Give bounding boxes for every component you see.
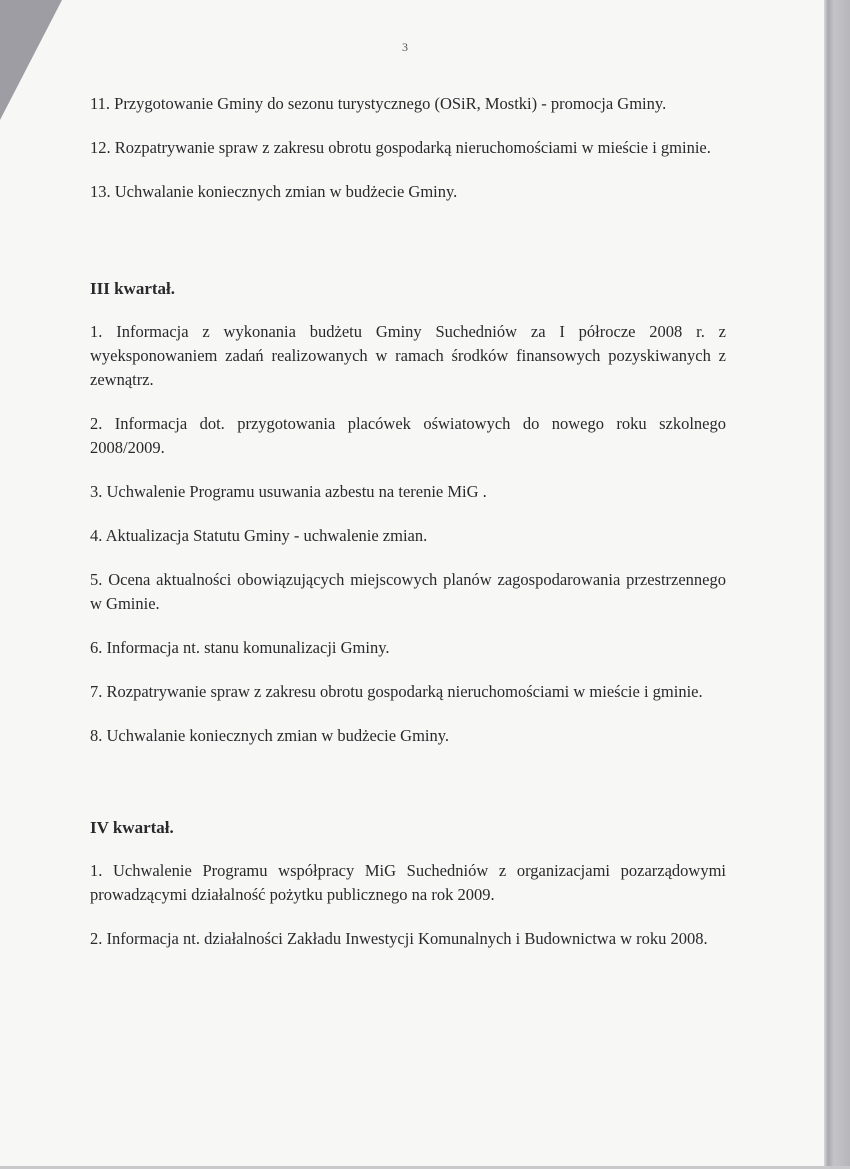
list-item: 11. Przygotowanie Gminy do sezonu turystycznego (OSiR, Mostki) - promocja Gminy. xyxy=(90,94,667,113)
section-heading-q3: III kwartał. xyxy=(90,279,176,298)
list-item: 12. Rozpatrywanie spraw z zakresu obrotu gospodarką nieruchomościami w mieście i gminie. xyxy=(90,138,711,157)
list-item: 13. Uchwalanie koniecznych zmian w budżecie Gminy. xyxy=(90,182,458,201)
list-item: 4. Aktualizacja Statutu Gminy - uchwalenie zmian. xyxy=(90,526,428,545)
list-item: 1. Uchwalenie Programu współpracy MiG Suchedniów z organizacjami pozarządowymi prowadzącymi działalność pożytku publicznego na rok 2009. xyxy=(90,861,726,904)
document-body xyxy=(90,92,726,971)
list-item: 7. Rozpatrywanie spraw z zakresu obrotu gospodarką nieruchomościami w mieście i gminie. xyxy=(90,682,703,701)
scan-edge-right xyxy=(824,0,850,1169)
list-item: 6. Informacja nt. stanu komunalizacji Gminy. xyxy=(90,638,390,657)
folded-corner xyxy=(0,0,62,120)
page-number: 3 xyxy=(402,40,408,54)
list-item: 2. Informacja nt. działalności Zakładu Inwestycji Komunalnych i Budownictwa w roku 2008. xyxy=(90,929,708,948)
list-item: 8. Uchwalanie koniecznych zmian w budżecie Gminy. xyxy=(90,726,450,745)
spacer xyxy=(90,224,726,277)
list-item: 3. Uchwalenie Programu usuwania azbestu na terenie MiG . xyxy=(90,482,487,501)
list-item: 5. Ocena aktualności obowiązujących miejscowych planów zagospodarowania przestrzennego w Gminie. xyxy=(90,570,726,613)
list-item: 1. Informacja z wykonania budżetu Gminy Suchedniów za I półrocze 2008 r. z wyeksponowaniem zadań realizowanych w ramach środków finansowych pozyskiwanych z zewnątrz. xyxy=(90,322,726,389)
list-item: 2. Informacja dot. przygotowania placówek oświatowych do nowego roku szkolnego 2008/2009. xyxy=(90,414,726,457)
section-heading-q4: IV kwartał. xyxy=(90,818,174,837)
spacer xyxy=(90,768,726,816)
